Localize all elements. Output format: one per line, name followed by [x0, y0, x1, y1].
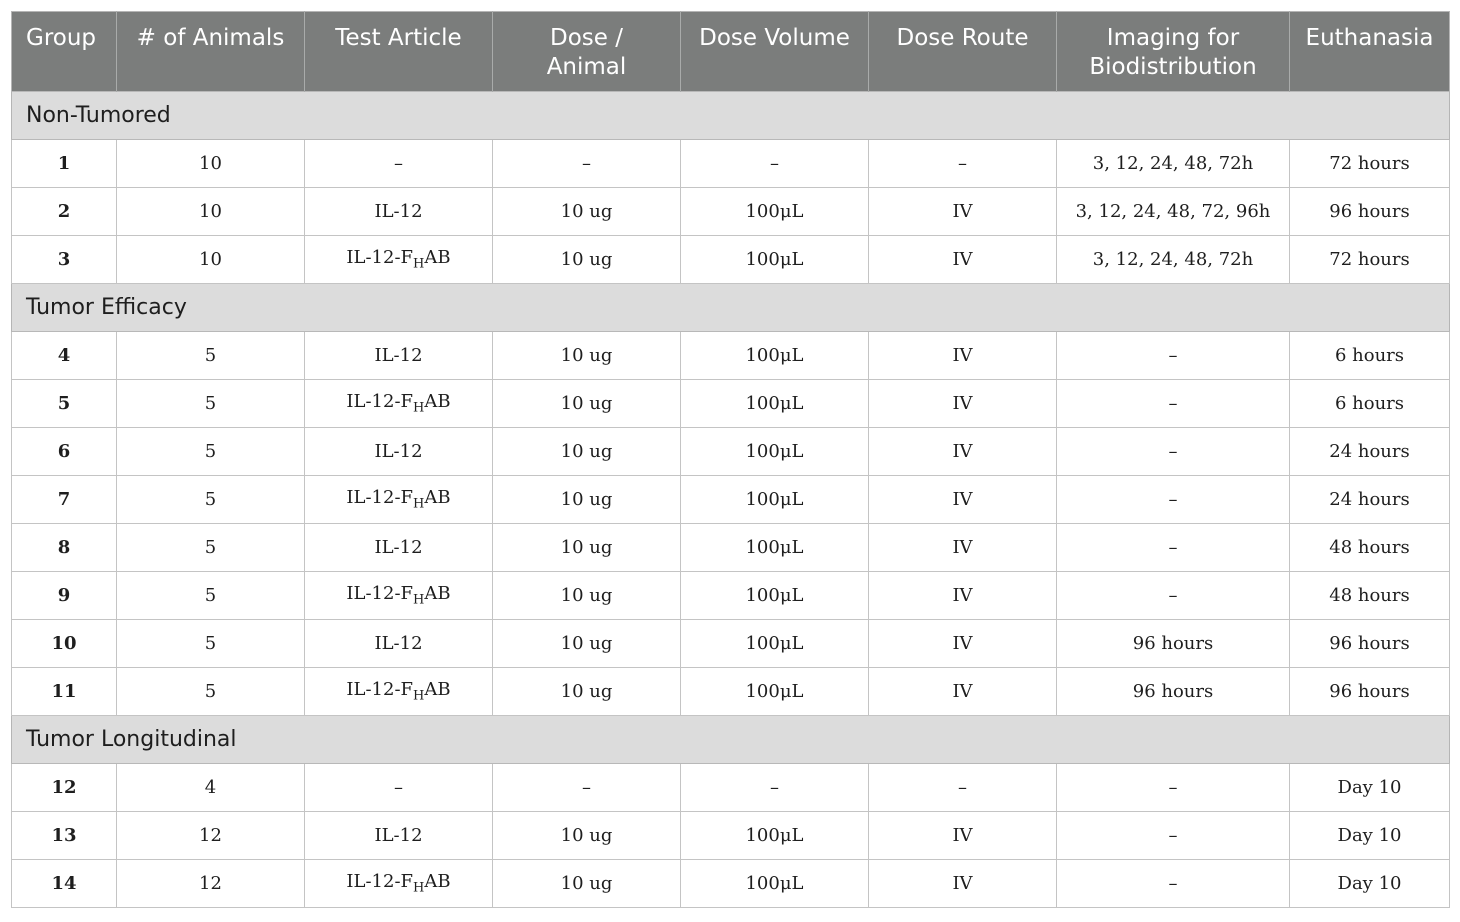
cell-group: 6 [12, 428, 117, 476]
cell-dose-volume: – [681, 140, 869, 188]
cell-dose-volume: 100μL [681, 524, 869, 572]
cell-euthanasia: Day 10 [1290, 812, 1450, 860]
cell-group: 9 [12, 572, 117, 620]
cell-group: 4 [12, 332, 117, 380]
cell-dose-volume: 100μL [681, 428, 869, 476]
cell-dose-volume: 100μL [681, 380, 869, 428]
cell-dose-route: IV [869, 860, 1057, 908]
cell-dose-volume: 100μL [681, 572, 869, 620]
section-row [12, 284, 1450, 332]
cell-dose-per-animal: 10 ug [493, 236, 681, 284]
study-design-table-container [11, 11, 1450, 908]
cell-num-animals: 4 [117, 764, 305, 812]
study-design-table [11, 11, 1450, 908]
section-row [12, 716, 1450, 764]
cell-dose-route: IV [869, 188, 1057, 236]
cell-dose-per-animal: 10 ug [493, 380, 681, 428]
cell-num-animals: 12 [117, 812, 305, 860]
table-row [12, 860, 1450, 908]
cell-group: 5 [12, 380, 117, 428]
table-row [12, 476, 1450, 524]
table-row [12, 764, 1450, 812]
cell-dose-per-animal: – [493, 764, 681, 812]
cell-euthanasia: 48 hours [1290, 572, 1450, 620]
table-row [12, 620, 1450, 668]
cell-dose-route: IV [869, 428, 1057, 476]
cell-euthanasia: 6 hours [1290, 380, 1450, 428]
cell-euthanasia: 72 hours [1290, 236, 1450, 284]
header-dose-route: Dose Route [869, 12, 1057, 92]
cell-imaging: – [1057, 428, 1290, 476]
cell-num-animals: 10 [117, 236, 305, 284]
cell-dose-route: IV [869, 476, 1057, 524]
cell-test-article: $IL-12-F_HAB$ [305, 668, 493, 716]
cell-dose-volume: 100μL [681, 476, 869, 524]
section-row [12, 92, 1450, 140]
cell-dose-volume: 100μL [681, 812, 869, 860]
cell-euthanasia: 24 hours [1290, 476, 1450, 524]
cell-test-article: $IL-12-F_HAB$ [305, 476, 493, 524]
header-group: Group [12, 12, 117, 92]
cell-dose-volume: 100μL [681, 332, 869, 380]
cell-dose-per-animal: 10 ug [493, 572, 681, 620]
cell-num-animals: 5 [117, 524, 305, 572]
cell-imaging: – [1057, 812, 1290, 860]
cell-dose-volume: 100μL [681, 188, 869, 236]
cell-imaging: 96 hours [1057, 668, 1290, 716]
cell-dose-route: IV [869, 620, 1057, 668]
cell-dose-volume: – [681, 764, 869, 812]
cell-num-animals: 5 [117, 380, 305, 428]
section-title: Tumor Efficacy [12, 284, 1450, 332]
cell-imaging: – [1057, 524, 1290, 572]
cell-dose-route: IV [869, 380, 1057, 428]
cell-test-article: $IL-12-F_HAB$ [305, 860, 493, 908]
cell-group: 11 [12, 668, 117, 716]
cell-dose-per-animal: 10 ug [493, 428, 681, 476]
cell-group: 8 [12, 524, 117, 572]
table-row [12, 428, 1450, 476]
cell-imaging: – [1057, 476, 1290, 524]
cell-group: 13 [12, 812, 117, 860]
cell-test-article: – [305, 764, 493, 812]
cell-dose-route: IV [869, 668, 1057, 716]
cell-imaging: – [1057, 380, 1290, 428]
cell-dose-volume: 100μL [681, 668, 869, 716]
cell-imaging: – [1057, 572, 1290, 620]
table-body [12, 92, 1450, 908]
cell-imaging: – [1057, 332, 1290, 380]
cell-group: 12 [12, 764, 117, 812]
header-dose-per-animal: Dose / Animal [493, 12, 681, 92]
table-row [12, 188, 1450, 236]
cell-num-animals: 5 [117, 572, 305, 620]
cell-test-article: IL-12 [305, 188, 493, 236]
cell-imaging: 3, 12, 24, 48, 72h [1057, 140, 1290, 188]
cell-dose-per-animal: 10 ug [493, 812, 681, 860]
cell-euthanasia: 72 hours [1290, 140, 1450, 188]
cell-euthanasia: Day 10 [1290, 764, 1450, 812]
cell-dose-route: – [869, 764, 1057, 812]
cell-euthanasia: Day 10 [1290, 860, 1450, 908]
cell-num-animals: 10 [117, 140, 305, 188]
cell-test-article: IL-12 [305, 428, 493, 476]
header-test-article: Test Article [305, 12, 493, 92]
header-row [12, 12, 1450, 92]
cell-imaging: 3, 12, 24, 48, 72, 96h [1057, 188, 1290, 236]
cell-dose-route: – [869, 140, 1057, 188]
cell-test-article: IL-12 [305, 812, 493, 860]
cell-euthanasia: 6 hours [1290, 332, 1450, 380]
table-row [12, 812, 1450, 860]
cell-test-article: $IL-12-F_HAB$ [305, 236, 493, 284]
cell-num-animals: 10 [117, 188, 305, 236]
cell-dose-per-animal: 10 ug [493, 620, 681, 668]
cell-euthanasia: 96 hours [1290, 188, 1450, 236]
cell-num-animals: 5 [117, 476, 305, 524]
cell-imaging: – [1057, 764, 1290, 812]
header-dose-volume: Dose Volume [681, 12, 869, 92]
table-row [12, 140, 1450, 188]
table-row [12, 380, 1450, 428]
header-num-animals: # of Animals [117, 12, 305, 92]
cell-group: 14 [12, 860, 117, 908]
cell-dose-route: IV [869, 524, 1057, 572]
cell-dose-volume: 100μL [681, 620, 869, 668]
table-row [12, 524, 1450, 572]
cell-group: 10 [12, 620, 117, 668]
cell-imaging: – [1057, 860, 1290, 908]
cell-dose-volume: 100μL [681, 860, 869, 908]
cell-euthanasia: 96 hours [1290, 668, 1450, 716]
cell-dose-route: IV [869, 236, 1057, 284]
section-title: Tumor Longitudinal [12, 716, 1450, 764]
cell-dose-per-animal: 10 ug [493, 668, 681, 716]
cell-group: 1 [12, 140, 117, 188]
table-row [12, 332, 1450, 380]
table-header [12, 12, 1450, 92]
cell-test-article: – [305, 140, 493, 188]
cell-group: 3 [12, 236, 117, 284]
cell-imaging: 96 hours [1057, 620, 1290, 668]
cell-euthanasia: 24 hours [1290, 428, 1450, 476]
cell-euthanasia: 48 hours [1290, 524, 1450, 572]
header-euthanasia: Euthanasia [1290, 12, 1450, 92]
cell-dose-per-animal: 10 ug [493, 332, 681, 380]
cell-dose-per-animal: 10 ug [493, 476, 681, 524]
cell-dose-route: IV [869, 812, 1057, 860]
cell-imaging: 3, 12, 24, 48, 72h [1057, 236, 1290, 284]
cell-num-animals: 5 [117, 332, 305, 380]
cell-num-animals: 5 [117, 428, 305, 476]
cell-group: 2 [12, 188, 117, 236]
cell-num-animals: 5 [117, 620, 305, 668]
cell-test-article: IL-12 [305, 524, 493, 572]
cell-num-animals: 12 [117, 860, 305, 908]
table-row [12, 572, 1450, 620]
cell-euthanasia: 96 hours [1290, 620, 1450, 668]
cell-dose-per-animal: – [493, 140, 681, 188]
cell-dose-per-animal: 10 ug [493, 188, 681, 236]
cell-test-article: IL-12 [305, 332, 493, 380]
cell-test-article: $IL-12-F_HAB$ [305, 380, 493, 428]
cell-num-animals: 5 [117, 668, 305, 716]
cell-dose-per-animal: 10 ug [493, 860, 681, 908]
cell-test-article: IL-12 [305, 620, 493, 668]
cell-dose-per-animal: 10 ug [493, 524, 681, 572]
table-row [12, 668, 1450, 716]
header-imaging: Imaging for Biodistribution [1057, 12, 1290, 92]
cell-group: 7 [12, 476, 117, 524]
cell-dose-route: IV [869, 572, 1057, 620]
cell-test-article: $IL-12-F_HAB$ [305, 572, 493, 620]
cell-dose-volume: 100μL [681, 236, 869, 284]
section-title: Non-Tumored [12, 92, 1450, 140]
cell-dose-route: IV [869, 332, 1057, 380]
table-row [12, 236, 1450, 284]
